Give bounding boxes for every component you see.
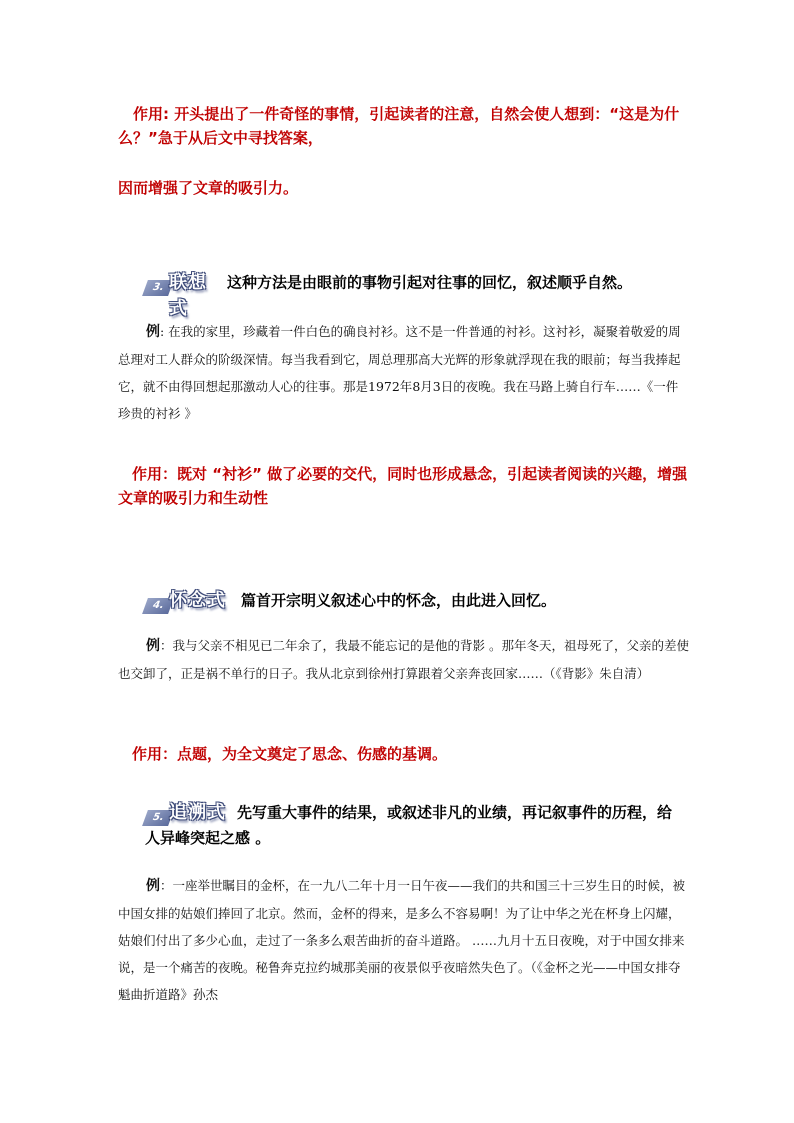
section-4-heading: 4. 怀念式 篇首开宗明义叙述心中的怀念，由此进入回忆。 [145, 588, 705, 614]
effect-paragraph-1: 作用: 开头提出了一件奇怪的事情，引起读者的注意，自然会使人想到：“这是为什么？”急于从后文中寻找答案， [118, 105, 680, 147]
section-5-example: 例：一座举世瞩目的金杯，在一九八二年十月一日午夜——我们的共和国三十三岁生日的时候，被中国女排的姑娘们捧回了北京。然而，金杯的得来，是多么不容易啊！为了让中华之光在杯身上闪耀，姑娘们付出了多少心血，走过了一条多么艰苦曲折的奋斗道路。 ……九月十五日夜晚，对于中国女排来说，是一个痛苦的夜晚。秘鲁奔克拉约城那美丽的夜景似乎夜暗然失色了。（《金杯之光——中国女排夺魁曲折道路》孙杰 [118, 878, 686, 1002]
section-4-badge: 4. 怀念式 [145, 588, 241, 614]
section-5-badge: 5. 追溯式 [145, 800, 237, 826]
section-4-example: 例：我与父亲不相见已二年余了，我最不能忘记的是他的背影 。那年冬天，祖母死了，父亲的差使也交卸了，正是祸不单行的日子。我从北京到徐州打算跟着父亲奔丧回家……（《背影》朱自清） [118, 638, 689, 681]
section-3-badge: 3. 联想式 [145, 270, 227, 296]
section-3-effect: 作用：既对 “衬衫” 做了必要的交代，同时也形成悬念，引起读者阅读的兴趣，增强文章的吸引力和生动性 [118, 465, 688, 507]
section-4-effect: 作用：点题，为全文奠定了思念、伤感的基调。 [132, 745, 448, 763]
section-5-heading: 5. 追溯式 先写重大事件的结果，或叙述非凡的业绩，再记叙事件的历程，给人异峰突起之感 。 [145, 800, 685, 850]
section-3-heading: 3. 联想式 这种方法是由眼前的事物引起对往事的回忆，叙述顺乎自然。 [145, 270, 705, 296]
effect-paragraph-1-cont: 因而增强了文章的吸引力。 [118, 179, 299, 197]
section-3-example: 例: 在我的家里，珍藏着一件白色的确良衬衫。这不是一件普通的衬衫。这衬衫，凝聚着敬爱的周总理对工人群众的阶级深情。每当我看到它，周总理那高大光辉的形象就浮现在我的眼前；每当我捧起它，就不由得回想起那激动人心的往事。那是1972年8月3日的夜晚。我在马路上骑自行车……《一件珍贵的衬衫 》 [118, 324, 681, 421]
